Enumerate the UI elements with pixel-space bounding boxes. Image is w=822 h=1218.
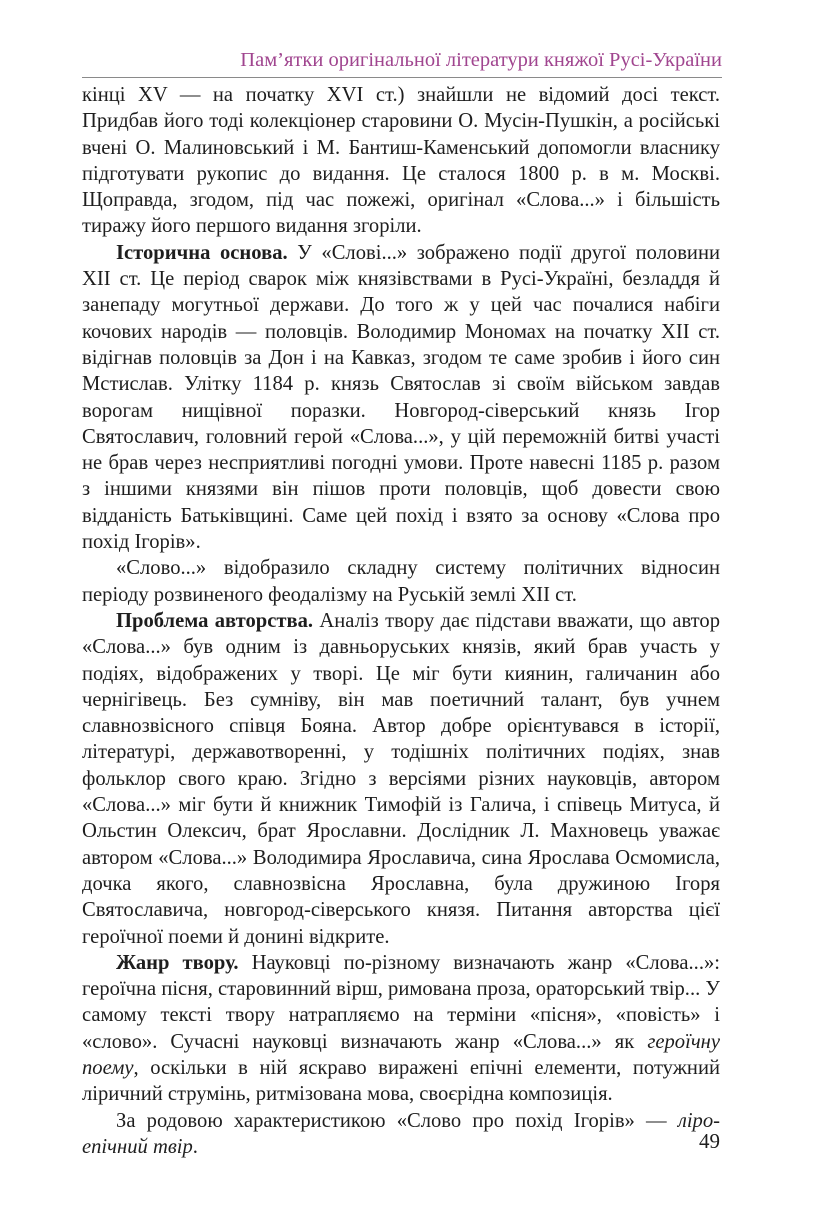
heading-authorship: Проблема авторства. bbox=[116, 609, 314, 632]
paragraph-text: У «Слові...» зображено події другої половини XII ст. Це період сварок між князівствами в Русі-Україні, безладдя й занепаду могутньої держави. До того ж у цей час почалися набіги кочових народів — половців. Володимир Мономах на початку XII ст. відігнав половців за Дон і на Кавказ, згодом те саме зробив і його син Мстислав. Улітку 1184 р. князь Святослав зі своїм військом завдав ворогам нищівної поразки. Новгород-сіверський князь Ігор Святославич, головний герой «Слова...», у цій переможній битві участі не брав через несприятливі погодні умови. Проте навесні 1185 р. разом з іншими князями він пішов проти половців, щоб довести свою відданість Батьківщині. Саме цей похід і взято за основу «Слова про похід Ігорів». bbox=[82, 241, 720, 554]
paragraph-text: За родовою характеристикою «Слово про похід Ігорів» — bbox=[116, 1109, 678, 1132]
heading-genre: Жанр твору. bbox=[116, 951, 239, 974]
running-header bbox=[82, 45, 722, 78]
emphasis-heroic-poem: героїчну поему bbox=[82, 1030, 720, 1079]
paragraph-genre-type bbox=[82, 1108, 720, 1161]
paragraph-authorship bbox=[82, 608, 720, 950]
paragraph-political-system bbox=[82, 555, 720, 608]
page-number: 49 bbox=[699, 1129, 720, 1153]
paragraph-text: Науковці по-різному визначають жанр «Слова...»: героїчна пісня, старовинний вірш, римована проза, ораторський твір... У самому тексті твору натрапляємо на терміни «пісня», «повість» і «слово». Сучасні науковці визначають жанр «Слова...» як bbox=[82, 951, 720, 1053]
paragraph-historical-basis bbox=[82, 240, 720, 556]
paragraph-text: , оскільки в ній яскраво виражені епічні елементи, потужний ліричний струмінь, ритмізована мова, своєрідна композиція. bbox=[82, 1056, 720, 1106]
paragraph-text: «Слово...» відобразило складну систему політичних відносин періоду розвиненого феодалізму на Руській землі XII ст. bbox=[82, 557, 720, 606]
body-text bbox=[82, 82, 720, 1160]
paragraph-text: кінці XV — на початку XVI ст.) знайшли не відомий досі текст. Придбав його тоді колекціонер старовини О. Мусін-Пушкін, а російські вчені О. Малиновський і М. Бантиш-Каменський допомогли власнику підготувати рукопис до видання. Це сталося 1800 р. в м. Москві. Щоправда, згодом, під час пожежі, оригінал «Слова...» і більшість тиражу його першого видання згоріли. bbox=[82, 84, 720, 238]
paragraph-genre bbox=[82, 950, 720, 1108]
paragraph-continuation bbox=[82, 82, 720, 240]
running-title: Пам’ятки оригінальної літератури княжої Русі-України bbox=[240, 49, 722, 71]
paragraph-text: . bbox=[192, 1135, 198, 1158]
emphasis-lyric-epic: ліро-епічний твір bbox=[82, 1109, 720, 1158]
heading-historical-basis: Історична основа. bbox=[116, 241, 288, 264]
paragraph-text: Аналіз твору дає підстави вважати, що автор «Слова...» був одним із давньоруських князів, який брав участь у подіях, відображених у творі. Це міг бути киянин, галичанин або чернігівець. Без сумніву, він мав поетичний талант, був учнем славнозвісного співця Бояна. Автор добре орієнтувався в історії, літературі, державотворенні, у тодішніх політичних подіях, знав фольклор свого краю. Згідно з версіями різних науковців, автором «Слова...» міг бути й книжник Тимофій із Галича, і співець Митуса, й Ольстин Олексич, брат Ярославни. Дослідник Л. Махновець уважає автором «Слова...» Володимира Ярославича, сина Ярослава Осмомисла, дочка якого, славнозвісна Ярославна, була дружиною Ігоря Святославича, новгород-сіверського князя. Питання авторства цієї героїчної поеми й донині відкрите. bbox=[82, 609, 720, 948]
